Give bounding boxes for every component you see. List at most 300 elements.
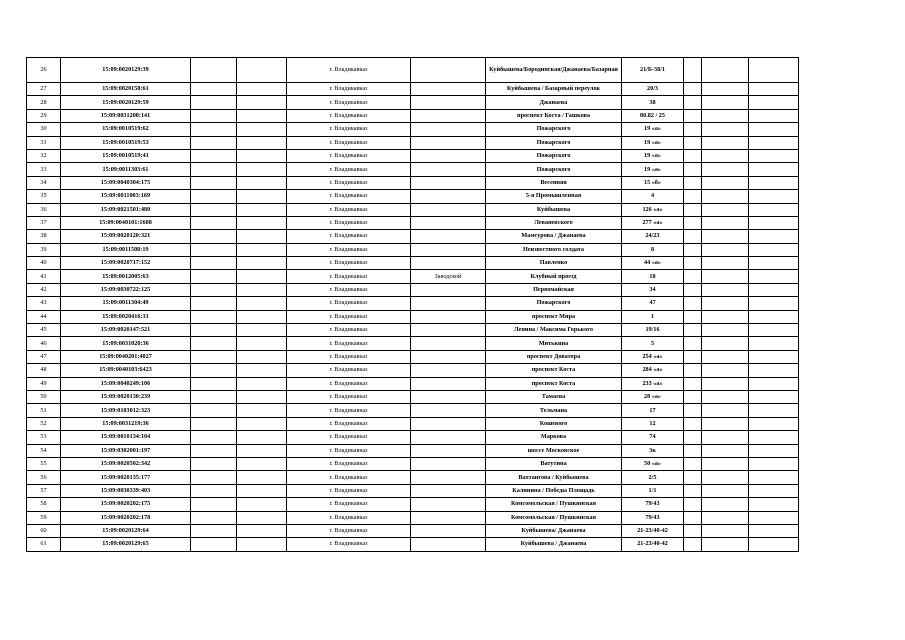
empty-cell — [684, 538, 702, 551]
empty-cell — [237, 484, 287, 497]
table-row — [27, 337, 799, 350]
house-number-cell: 19 «а» — [622, 136, 684, 149]
empty-cell — [191, 484, 237, 497]
city-cell: г. Владикавказ — [287, 149, 411, 162]
empty-cell — [684, 163, 702, 176]
empty-cell — [702, 283, 749, 296]
empty-cell — [749, 190, 799, 203]
district-cell — [411, 190, 486, 203]
row-number-cell: 49 — [27, 377, 61, 390]
house-number-cell: 38 — [622, 96, 684, 109]
house-number-cell: 24/23 — [622, 230, 684, 243]
table-row — [27, 136, 799, 149]
empty-cell — [702, 324, 749, 337]
empty-cell — [191, 404, 237, 417]
empty-cell — [749, 337, 799, 350]
house-number-cell: 284 «а» — [622, 364, 684, 377]
empty-cell — [749, 58, 799, 83]
table-row — [27, 444, 799, 457]
table-row — [27, 538, 799, 551]
district-cell — [411, 283, 486, 296]
empty-cell — [749, 444, 799, 457]
house-number-cell: 277 «а» — [622, 216, 684, 229]
row-number-cell: 37 — [27, 216, 61, 229]
table-row — [27, 58, 799, 83]
city-cell: г. Владикавказ — [287, 377, 411, 390]
empty-cell — [237, 216, 287, 229]
table-row — [27, 163, 799, 176]
empty-cell — [237, 444, 287, 457]
table-row — [27, 511, 799, 524]
empty-cell — [237, 149, 287, 162]
empty-cell — [749, 471, 799, 484]
table-row — [27, 417, 799, 430]
cadastral-number-cell: 15:09:0020502:342 — [61, 457, 191, 470]
empty-cell — [702, 310, 749, 323]
district-cell — [411, 58, 486, 83]
empty-cell — [684, 444, 702, 457]
empty-cell — [237, 404, 287, 417]
empty-cell — [702, 96, 749, 109]
city-cell: г. Владикавказ — [287, 538, 411, 551]
empty-cell — [237, 203, 287, 216]
city-cell: г. Владикавказ — [287, 216, 411, 229]
cadastral-number-cell: 15:09:0103012:323 — [61, 404, 191, 417]
house-number-cell: 80.82 / 25 — [622, 109, 684, 122]
row-number-cell: 60 — [27, 524, 61, 537]
city-cell: г. Владикавказ — [287, 498, 411, 511]
empty-cell — [684, 83, 702, 96]
district-cell — [411, 136, 486, 149]
district-cell — [411, 109, 486, 122]
empty-cell — [702, 498, 749, 511]
city-cell: г. Владикавказ — [287, 203, 411, 216]
city-cell: г. Владикавказ — [287, 390, 411, 403]
empty-cell — [684, 190, 702, 203]
house-number-cell: 233 «а» — [622, 377, 684, 390]
district-cell — [411, 524, 486, 537]
empty-cell — [684, 58, 702, 83]
street-cell: Мамсурова / Джанаева — [486, 230, 622, 243]
empty-cell — [237, 511, 287, 524]
district-cell — [411, 83, 486, 96]
house-number-cell: 47 — [622, 297, 684, 310]
empty-cell — [191, 203, 237, 216]
city-cell: г. Владикавказ — [287, 58, 411, 83]
cadastral-number-cell: 15:09:0011303:61 — [61, 163, 191, 176]
city-cell: г. Владикавказ — [287, 444, 411, 457]
empty-cell — [702, 511, 749, 524]
empty-cell — [749, 364, 799, 377]
district-cell — [411, 230, 486, 243]
city-cell: г. Владикавказ — [287, 109, 411, 122]
empty-cell — [749, 524, 799, 537]
district-cell — [411, 257, 486, 270]
district-cell — [411, 511, 486, 524]
empty-cell — [237, 310, 287, 323]
row-number-cell: 55 — [27, 457, 61, 470]
table-row — [27, 297, 799, 310]
cadastral-number-cell: 15:09:0040101:1608 — [61, 216, 191, 229]
house-number-cell: 50 «а» — [622, 457, 684, 470]
house-number-cell: 21-23/40-42 — [622, 524, 684, 537]
empty-cell — [237, 283, 287, 296]
row-number-cell: 39 — [27, 243, 61, 256]
empty-cell — [684, 324, 702, 337]
street-cell: Пожарского — [486, 136, 622, 149]
street-cell: Весенняя — [486, 176, 622, 189]
district-cell — [411, 297, 486, 310]
empty-cell — [702, 377, 749, 390]
empty-cell — [191, 377, 237, 390]
row-number-cell: 53 — [27, 431, 61, 444]
cadastral-number-cell: 15:09:0020120:321 — [61, 230, 191, 243]
district-cell — [411, 350, 486, 363]
empty-cell — [237, 324, 287, 337]
empty-cell — [702, 230, 749, 243]
street-cell: Пожарского — [486, 163, 622, 176]
row-number-cell: 52 — [27, 417, 61, 430]
empty-cell — [684, 230, 702, 243]
empty-cell — [191, 283, 237, 296]
empty-cell — [237, 297, 287, 310]
cadastral-number-cell: 15:09:0020147:521 — [61, 324, 191, 337]
empty-cell — [684, 377, 702, 390]
empty-cell — [749, 324, 799, 337]
row-number-cell: 36 — [27, 203, 61, 216]
row-number-cell: 30 — [27, 123, 61, 136]
house-number-cell: 21/Б-38/1 — [622, 58, 684, 83]
empty-cell — [702, 176, 749, 189]
street-cell: Павленко — [486, 257, 622, 270]
city-cell: г. Владикавказ — [287, 337, 411, 350]
house-number-cell: 12 — [622, 417, 684, 430]
empty-cell — [191, 524, 237, 537]
table-row — [27, 257, 799, 270]
street-cell: Куйбышева / Джанаева — [486, 538, 622, 551]
row-number-cell: 42 — [27, 283, 61, 296]
empty-cell — [191, 149, 237, 162]
empty-cell — [191, 511, 237, 524]
cadastral-number-cell: 15:09:0020129:39 — [61, 58, 191, 83]
empty-cell — [749, 350, 799, 363]
empty-cell — [749, 417, 799, 430]
empty-cell — [702, 538, 749, 551]
empty-cell — [702, 203, 749, 216]
row-number-cell: 26 — [27, 58, 61, 83]
row-number-cell: 29 — [27, 109, 61, 122]
cadastral-number-cell: 15:09:0020158:61 — [61, 83, 191, 96]
city-cell: г. Владикавказ — [287, 123, 411, 136]
cadastral-number-cell: 15:09:0020129:65 — [61, 538, 191, 551]
empty-cell — [237, 471, 287, 484]
empty-cell — [191, 364, 237, 377]
cadastral-number-cell: 15:09:0020129:59 — [61, 96, 191, 109]
district-cell — [411, 498, 486, 511]
empty-cell — [684, 270, 702, 283]
empty-cell — [237, 136, 287, 149]
row-number-cell: 43 — [27, 297, 61, 310]
city-cell: г. Владикавказ — [287, 230, 411, 243]
table-row — [27, 498, 799, 511]
city-cell: г. Владикавказ — [287, 190, 411, 203]
empty-cell — [191, 337, 237, 350]
house-number-cell: 15 «б» — [622, 176, 684, 189]
table-row — [27, 350, 799, 363]
city-cell: г. Владикавказ — [287, 471, 411, 484]
empty-cell — [191, 136, 237, 149]
empty-cell — [237, 538, 287, 551]
street-cell: Куйбышева / Базарный переулок — [486, 83, 622, 96]
cadastral-number-cell: 15:09:0020202:175 — [61, 498, 191, 511]
table-row — [27, 404, 799, 417]
empty-cell — [702, 123, 749, 136]
empty-cell — [684, 417, 702, 430]
empty-cell — [237, 243, 287, 256]
empty-cell — [237, 457, 287, 470]
empty-cell — [749, 243, 799, 256]
house-number-cell: 2/5 — [622, 471, 684, 484]
city-cell: г. Владикавказ — [287, 83, 411, 96]
district-cell — [411, 431, 486, 444]
empty-cell — [749, 457, 799, 470]
empty-cell — [702, 297, 749, 310]
empty-cell — [749, 216, 799, 229]
empty-cell — [749, 270, 799, 283]
street-cell: 5-я Промышленная — [486, 190, 622, 203]
empty-cell — [749, 310, 799, 323]
city-cell: г. Владикавказ — [287, 176, 411, 189]
city-cell: г. Владикавказ — [287, 243, 411, 256]
row-number-cell: 31 — [27, 136, 61, 149]
table-row — [27, 216, 799, 229]
empty-cell — [702, 270, 749, 283]
empty-cell — [702, 364, 749, 377]
table-row — [27, 203, 799, 216]
empty-cell — [191, 96, 237, 109]
district-cell — [411, 337, 486, 350]
house-number-cell: 20/3 — [622, 83, 684, 96]
empty-cell — [684, 243, 702, 256]
street-cell: Пожарского — [486, 123, 622, 136]
registry-table — [26, 57, 799, 552]
cadastral-number-cell: 15:09:0010519:41 — [61, 149, 191, 162]
street-cell: Ватутина — [486, 457, 622, 470]
row-number-cell: 44 — [27, 310, 61, 323]
district-cell — [411, 216, 486, 229]
street-cell: Пожарского — [486, 297, 622, 310]
empty-cell — [237, 498, 287, 511]
empty-cell — [191, 390, 237, 403]
empty-cell — [684, 498, 702, 511]
street-cell: Куйбышева/Бородинская/Джанаева/Базарная — [486, 58, 622, 83]
empty-cell — [191, 444, 237, 457]
table-row — [27, 83, 799, 96]
empty-cell — [702, 431, 749, 444]
empty-cell — [684, 176, 702, 189]
empty-cell — [702, 471, 749, 484]
empty-cell — [684, 364, 702, 377]
street-cell: проспект Коста — [486, 377, 622, 390]
table-row — [27, 431, 799, 444]
empty-cell — [684, 431, 702, 444]
street-cell: Неизвестного солдата — [486, 243, 622, 256]
empty-cell — [702, 163, 749, 176]
cadastral-number-cell: 15:09:0040103:6423 — [61, 364, 191, 377]
cadastral-number-cell: 15:09:0040304:175 — [61, 176, 191, 189]
empty-cell — [749, 511, 799, 524]
district-cell — [411, 457, 486, 470]
empty-cell — [684, 203, 702, 216]
empty-cell — [684, 257, 702, 270]
empty-cell — [684, 96, 702, 109]
empty-cell — [237, 390, 287, 403]
cadastral-number-cell: 15:09:0010519:53 — [61, 136, 191, 149]
row-number-cell: 59 — [27, 511, 61, 524]
district-cell — [411, 417, 486, 430]
cadastral-number-cell: 15:09:0302001:197 — [61, 444, 191, 457]
empty-cell — [749, 283, 799, 296]
empty-cell — [191, 324, 237, 337]
empty-cell — [702, 350, 749, 363]
street-cell: Клубный проезд — [486, 270, 622, 283]
empty-cell — [191, 216, 237, 229]
empty-cell — [702, 484, 749, 497]
street-cell: шоссе Московское — [486, 444, 622, 457]
empty-cell — [702, 257, 749, 270]
row-number-cell: 47 — [27, 350, 61, 363]
city-cell: г. Владикавказ — [287, 163, 411, 176]
table-row — [27, 149, 799, 162]
empty-cell — [749, 297, 799, 310]
cadastral-number-cell: 15:09:0011304:49 — [61, 297, 191, 310]
row-number-cell: 45 — [27, 324, 61, 337]
empty-cell — [684, 109, 702, 122]
city-cell: г. Владикавказ — [287, 324, 411, 337]
empty-cell — [684, 149, 702, 162]
empty-cell — [237, 350, 287, 363]
house-number-cell: 1/1 — [622, 484, 684, 497]
row-number-cell: 57 — [27, 484, 61, 497]
empty-cell — [684, 123, 702, 136]
cadastral-number-cell: 15:09:0020717:152 — [61, 257, 191, 270]
table-row — [27, 484, 799, 497]
empty-cell — [191, 417, 237, 430]
empty-cell — [749, 257, 799, 270]
cadastral-number-cell: 15:09:0020202:178 — [61, 511, 191, 524]
table-row — [27, 190, 799, 203]
district-cell — [411, 203, 486, 216]
empty-cell — [191, 471, 237, 484]
row-number-cell: 48 — [27, 364, 61, 377]
empty-cell — [684, 283, 702, 296]
district-cell — [411, 404, 486, 417]
empty-cell — [191, 270, 237, 283]
empty-cell — [684, 404, 702, 417]
table-row — [27, 457, 799, 470]
district-cell — [411, 390, 486, 403]
house-number-cell: 79/43 — [622, 511, 684, 524]
city-cell: г. Владикавказ — [287, 283, 411, 296]
district-cell — [411, 324, 486, 337]
row-number-cell: 41 — [27, 270, 61, 283]
district-cell — [411, 364, 486, 377]
cadastral-number-cell: 15:09:0031020:36 — [61, 337, 191, 350]
street-cell: Пожарского — [486, 149, 622, 162]
empty-cell — [749, 203, 799, 216]
empty-cell — [237, 58, 287, 83]
empty-cell — [191, 297, 237, 310]
empty-cell — [749, 176, 799, 189]
table-row — [27, 377, 799, 390]
empty-cell — [684, 136, 702, 149]
cadastral-number-cell: 15:09:0010134:104 — [61, 431, 191, 444]
row-number-cell: 35 — [27, 190, 61, 203]
empty-cell — [191, 350, 237, 363]
empty-cell — [702, 444, 749, 457]
table-row — [27, 270, 799, 283]
empty-cell — [749, 96, 799, 109]
house-number-cell: 8 — [622, 243, 684, 256]
city-cell: г. Владикавказ — [287, 511, 411, 524]
row-number-cell: 32 — [27, 149, 61, 162]
empty-cell — [237, 83, 287, 96]
house-number-cell: 126 «а» — [622, 203, 684, 216]
house-number-cell: 79/43 — [622, 498, 684, 511]
house-number-cell: 34 — [622, 283, 684, 296]
city-cell: г. Владикавказ — [287, 484, 411, 497]
table-row — [27, 324, 799, 337]
empty-cell — [749, 149, 799, 162]
empty-cell — [702, 83, 749, 96]
empty-cell — [191, 310, 237, 323]
table-row — [27, 243, 799, 256]
street-cell: Куйбышева/ Джанаева — [486, 524, 622, 537]
cadastral-number-cell: 15:09:0030339:403 — [61, 484, 191, 497]
empty-cell — [684, 390, 702, 403]
cadastral-number-cell: 15:09:0030722:125 — [61, 283, 191, 296]
district-cell — [411, 538, 486, 551]
district-cell — [411, 243, 486, 256]
street-cell: Джанаева — [486, 96, 622, 109]
empty-cell — [191, 190, 237, 203]
row-number-cell: 58 — [27, 498, 61, 511]
city-cell: г. Владикавказ — [287, 524, 411, 537]
empty-cell — [702, 390, 749, 403]
table-row — [27, 123, 799, 136]
row-number-cell: 34 — [27, 176, 61, 189]
table-body — [27, 58, 799, 552]
city-cell: г. Владикавказ — [287, 350, 411, 363]
house-number-cell: 28 «а» — [622, 390, 684, 403]
district-cell — [411, 176, 486, 189]
empty-cell — [237, 163, 287, 176]
empty-cell — [684, 511, 702, 524]
street-cell: проспект Мира — [486, 310, 622, 323]
empty-cell — [684, 310, 702, 323]
empty-cell — [702, 417, 749, 430]
district-cell — [411, 123, 486, 136]
house-number-cell: 4 — [622, 190, 684, 203]
cadastral-number-cell: 15:09:0020130:239 — [61, 390, 191, 403]
empty-cell — [191, 257, 237, 270]
house-number-cell: 21-23/40-42 — [622, 538, 684, 551]
city-cell: г. Владикавказ — [287, 257, 411, 270]
street-cell: Кошевого — [486, 417, 622, 430]
empty-cell — [749, 377, 799, 390]
row-number-cell: 40 — [27, 257, 61, 270]
empty-cell — [749, 83, 799, 96]
